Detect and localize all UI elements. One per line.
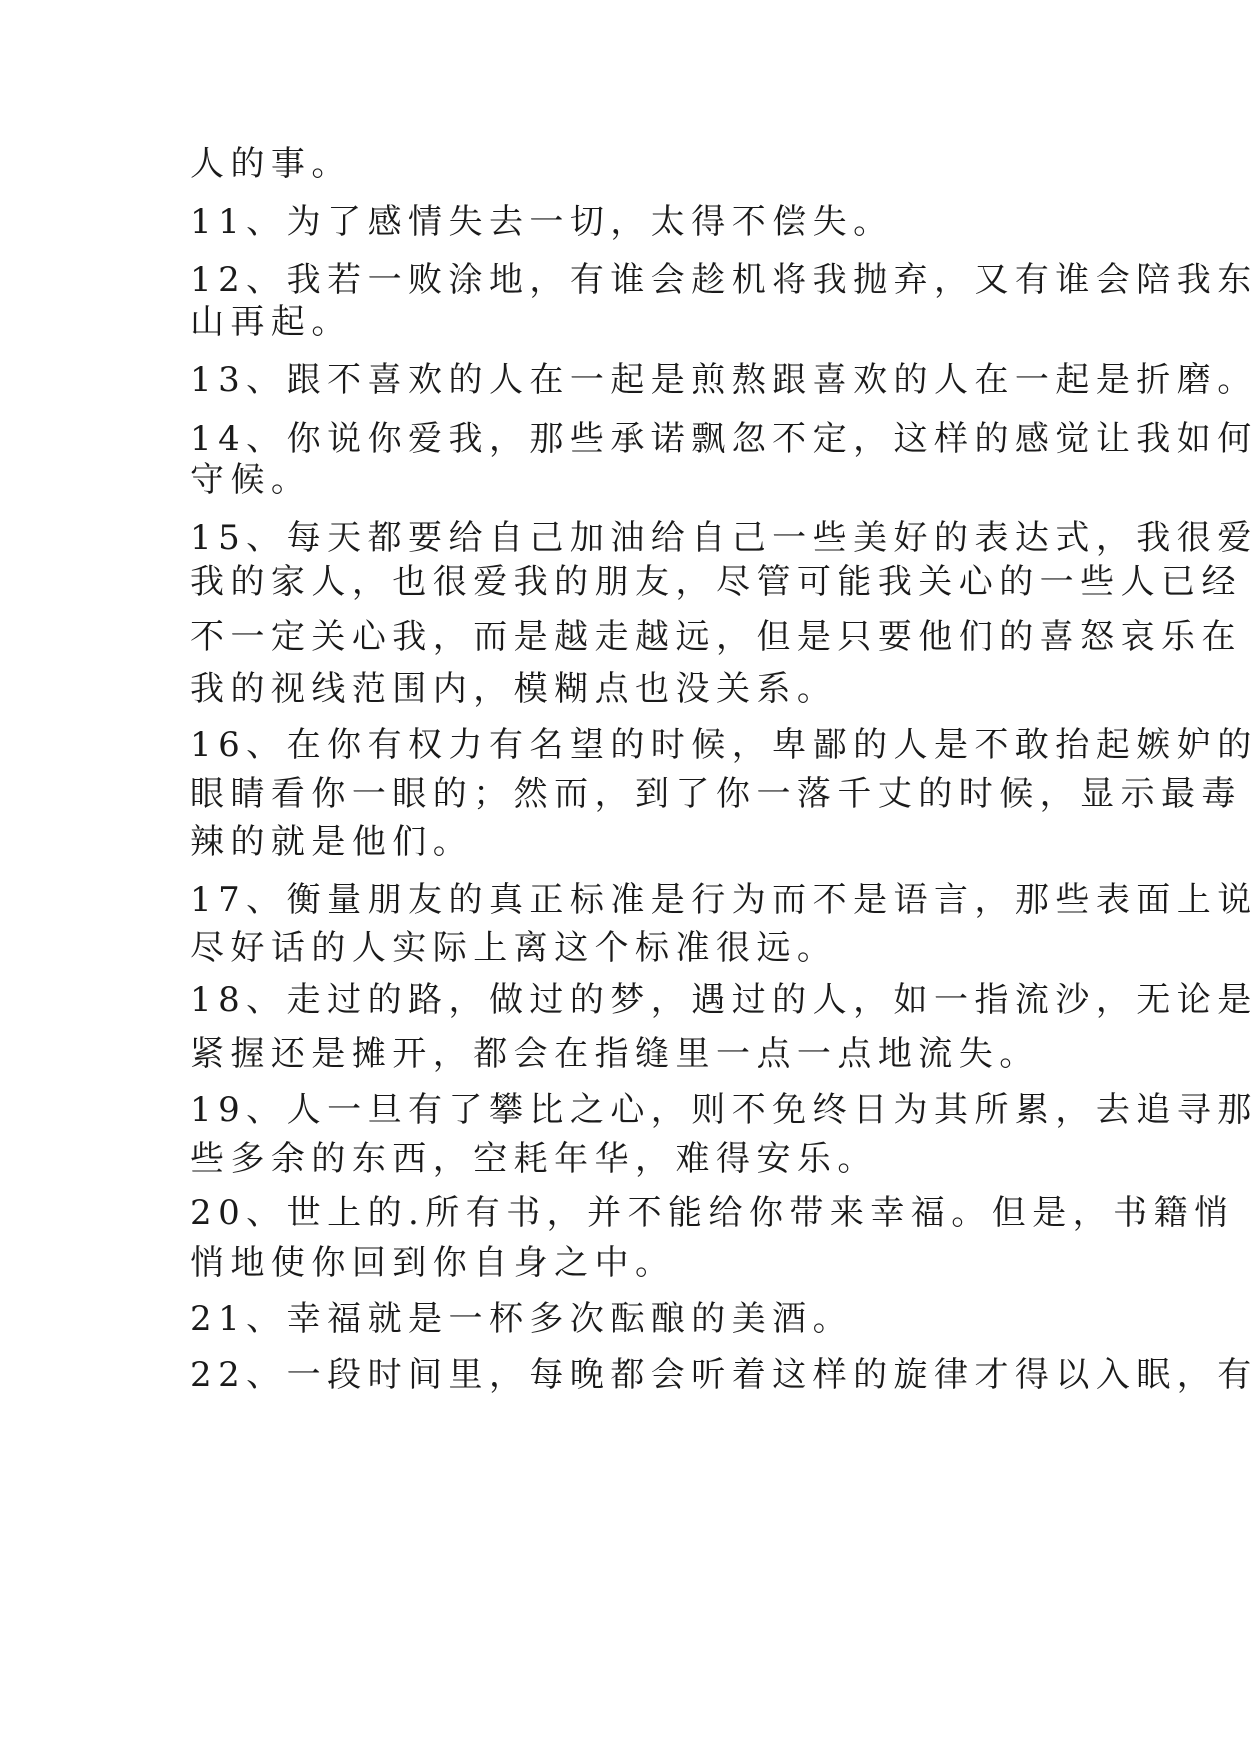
text-line: 21、幸福就是一杯多次酝酿的美酒。 <box>190 1299 854 1339</box>
text-line: 眼睛看你一眼的；然而，到了你一落千丈的时候，显示最毒 <box>190 774 1242 814</box>
text-line: 18、走过的路，做过的梦，遇过的人，如一指流沙，无论是 <box>190 980 1258 1020</box>
text-line: 尽好话的人实际上离这个标准很远。 <box>190 928 838 968</box>
text-line: 我的视线范围内，模糊点也没关系。 <box>190 669 838 709</box>
text-line: 我的家人，也很爱我的朋友，尽管可能我关心的一些人已经 <box>190 562 1242 602</box>
text-line: 山再起。 <box>190 302 352 342</box>
text-line: 13、跟不喜欢的人在一起是煎熬跟喜欢的人在一起是折磨。 <box>190 360 1258 400</box>
text-line: 紧握还是摊开，都会在指缝里一点一点地流失。 <box>190 1034 1040 1074</box>
text-line: 守候。 <box>190 460 312 500</box>
text-line: 17、衡量朋友的真正标准是行为而不是语言，那些表面上说 <box>190 880 1258 920</box>
text-line: 11、为了感情失去一切，太得不偿失。 <box>190 202 894 242</box>
text-line: 些多余的东西，空耗年华，难得安乐。 <box>190 1139 878 1179</box>
text-line: 人的事。 <box>190 144 352 184</box>
text-line: 悄地使你回到你自身之中。 <box>190 1243 676 1283</box>
text-line: 19、人一旦有了攀比之心，则不免终日为其所累，去追寻那 <box>190 1090 1258 1130</box>
text-line: 20、世上的.所有书，并不能给你带来幸福。但是，书籍悄 <box>190 1193 1235 1233</box>
text-line: 14、你说你爱我，那些承诺飘忽不定，这样的感觉让我如何 <box>190 419 1258 459</box>
text-line: 12、我若一败涂地，有谁会趁机将我抛弃，又有谁会陪我东 <box>190 260 1258 300</box>
text-line: 22、一段时间里，每晚都会听着这样的旋律才得以入眠，有 <box>190 1355 1258 1395</box>
text-line: 辣的就是他们。 <box>190 822 474 862</box>
text-line: 15、每天都要给自己加油给自己一些美好的表达式，我很爱 <box>190 518 1258 558</box>
text-line: 16、在你有权力有名望的时候，卑鄙的人是不敢抬起嫉妒的 <box>190 725 1258 765</box>
text-line: 不一定关心我，而是越走越远，但是只要他们的喜怒哀乐在 <box>190 617 1242 657</box>
